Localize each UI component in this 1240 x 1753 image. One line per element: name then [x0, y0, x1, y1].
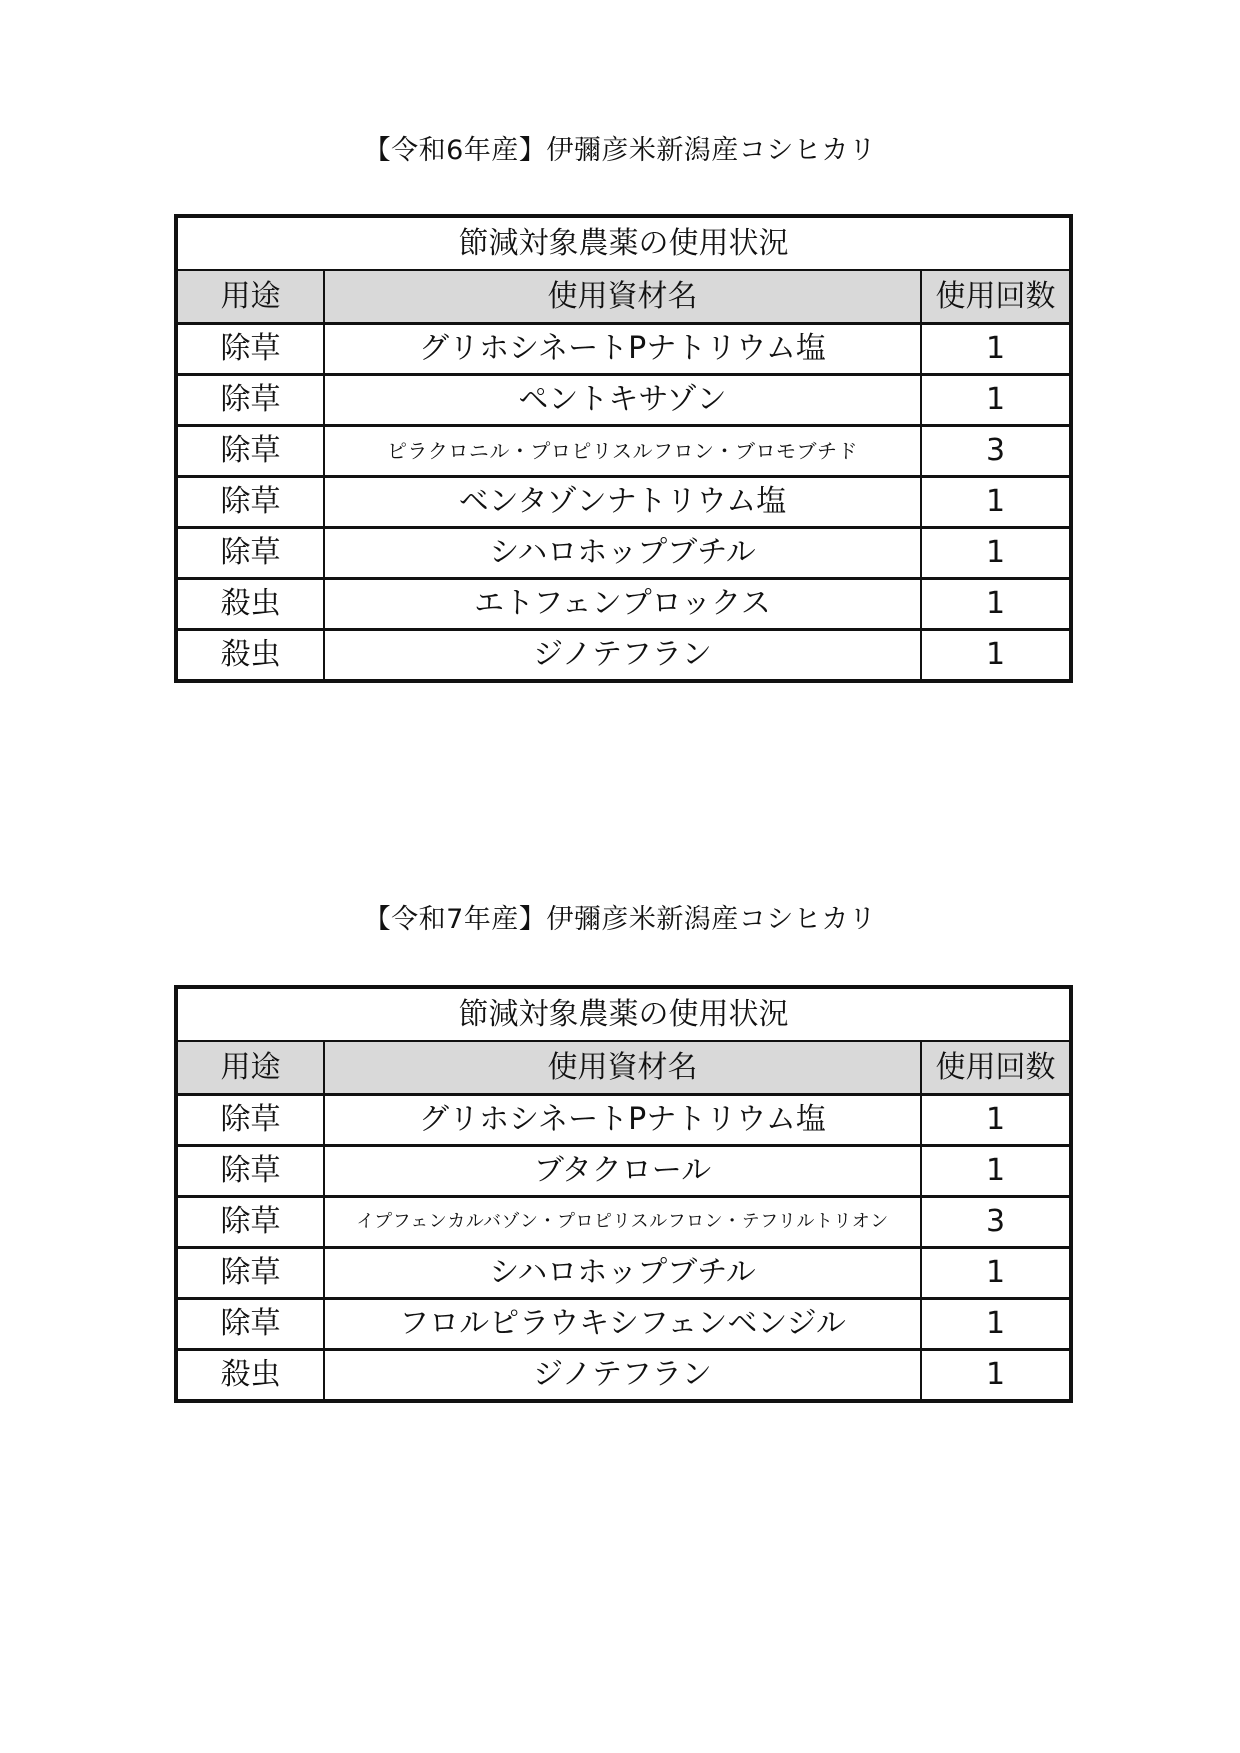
row-material: イプフェンカルバゾン・プロピリスルフロン・テフリルトリオン — [324, 1197, 921, 1248]
row-material: ジノテフラン — [324, 1350, 921, 1402]
table-title: 節減対象農薬の使用状況 — [176, 216, 1071, 270]
row-count: 1 — [921, 324, 1071, 375]
row-count: 3 — [921, 426, 1071, 477]
column-header-material: 使用資材名 — [324, 1041, 921, 1095]
row-count: 1 — [921, 1146, 1071, 1197]
row-use: 除草 — [176, 1248, 324, 1299]
row-use: 殺虫 — [176, 1350, 324, 1402]
row-use: 除草 — [176, 426, 324, 477]
row-material: シハロホップブチル — [324, 528, 921, 579]
pesticide-table-2024 — [174, 214, 1073, 683]
table-row — [176, 477, 1071, 528]
row-material: グリホシネートPナトリウム塩 — [324, 1095, 921, 1146]
row-material: ジノテフラン — [324, 630, 921, 682]
table-row — [176, 426, 1071, 477]
row-use: 除草 — [176, 1299, 324, 1350]
row-count: 1 — [921, 1350, 1071, 1402]
row-material: ベンタゾンナトリウム塩 — [324, 477, 921, 528]
table-row — [176, 1350, 1071, 1402]
table-row — [176, 1299, 1071, 1350]
table-row — [176, 630, 1071, 682]
row-material: ピラクロニル・プロピリスルフロン・ブロモブチド — [324, 426, 921, 477]
row-material: グリホシネートPナトリウム塩 — [324, 324, 921, 375]
row-count: 1 — [921, 477, 1071, 528]
table-header-row — [176, 270, 1071, 324]
pesticide-table-2025 — [174, 985, 1073, 1403]
row-use: 除草 — [176, 477, 324, 528]
column-header-use: 用途 — [176, 270, 324, 324]
row-material: ブタクロール — [324, 1146, 921, 1197]
row-count: 1 — [921, 528, 1071, 579]
table-row — [176, 1248, 1071, 1299]
table-row — [176, 324, 1071, 375]
table-row — [176, 1197, 1071, 1248]
row-material: フロルピラウキシフェンベンジル — [324, 1299, 921, 1350]
row-material: エトフェンプロックス — [324, 579, 921, 630]
table-title: 節減対象農薬の使用状況 — [176, 987, 1071, 1041]
table-row — [176, 579, 1071, 630]
table-row — [176, 528, 1071, 579]
row-count: 1 — [921, 1299, 1071, 1350]
column-header-count: 使用回数 — [921, 1041, 1071, 1095]
column-header-count: 使用回数 — [921, 270, 1071, 324]
table-row — [176, 1146, 1071, 1197]
row-material: ペントキサゾン — [324, 375, 921, 426]
row-use: 除草 — [176, 375, 324, 426]
section-2-heading: 【令和7年産】伊彌彦米新潟産コシヒカリ — [363, 904, 877, 935]
row-material: シハロホップブチル — [324, 1248, 921, 1299]
row-count: 1 — [921, 1095, 1071, 1146]
row-use: 除草 — [176, 324, 324, 375]
row-use: 殺虫 — [176, 630, 324, 682]
table-row — [176, 1095, 1071, 1146]
column-header-use: 用途 — [176, 1041, 324, 1095]
table-title-row — [176, 216, 1071, 270]
row-use: 殺虫 — [176, 579, 324, 630]
row-use: 除草 — [176, 528, 324, 579]
row-count: 1 — [921, 375, 1071, 426]
table-title-row — [176, 987, 1071, 1041]
row-count: 3 — [921, 1197, 1071, 1248]
row-use: 除草 — [176, 1095, 324, 1146]
row-count: 1 — [921, 630, 1071, 682]
table-header-row — [176, 1041, 1071, 1095]
row-use: 除草 — [176, 1146, 324, 1197]
row-count: 1 — [921, 579, 1071, 630]
section-1-heading: 【令和6年産】伊彌彦米新潟産コシヒカリ — [363, 135, 877, 166]
column-header-material: 使用資材名 — [324, 270, 921, 324]
row-use: 除草 — [176, 1197, 324, 1248]
row-count: 1 — [921, 1248, 1071, 1299]
table-row — [176, 375, 1071, 426]
